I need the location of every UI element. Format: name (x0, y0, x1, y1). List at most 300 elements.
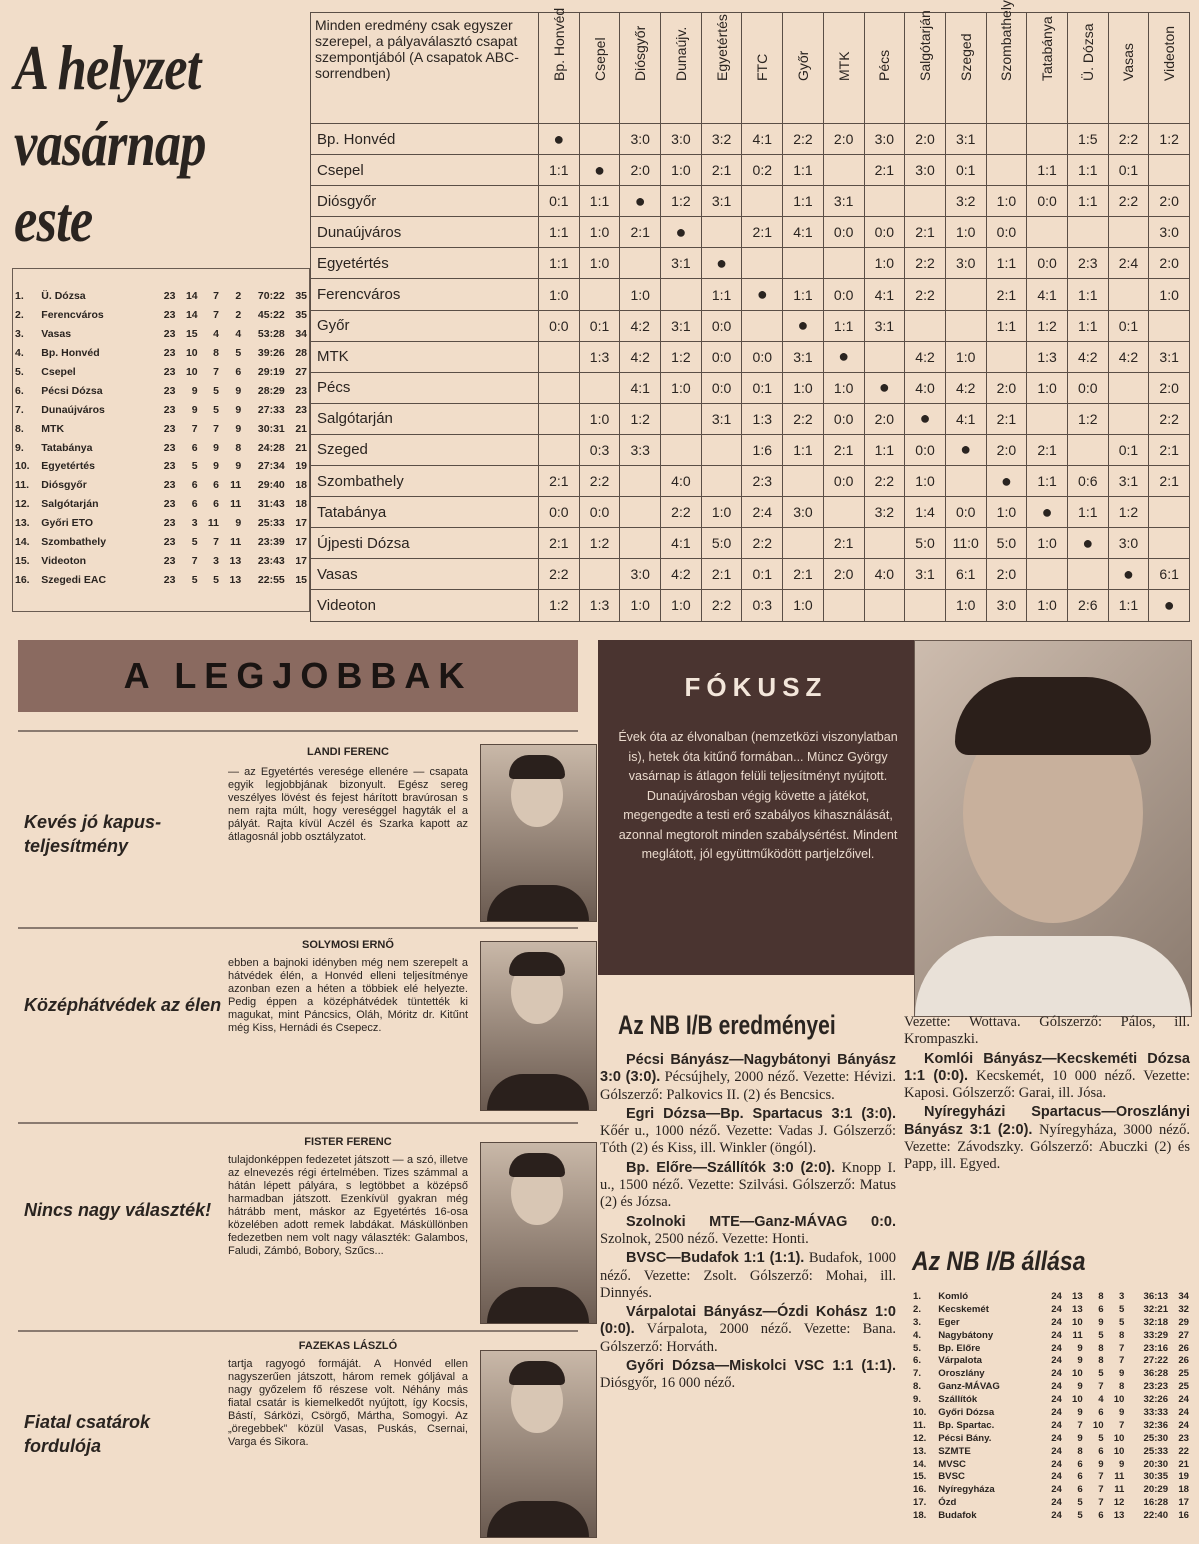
crosstable-cell (579, 559, 620, 590)
crosstable-cell (1108, 279, 1149, 310)
player-section-label: Középhátvédek az élen (24, 995, 222, 1015)
crosstable-row (311, 372, 1190, 403)
crosstable-cell: 1:1 (1067, 279, 1108, 310)
crosstable-column-label: Vasas (1120, 43, 1137, 81)
nbib-standings-cell: 34 (1178, 1290, 1189, 1302)
crosstable-column-header (1108, 13, 1149, 124)
crosstable-column-label: Győr (794, 50, 811, 81)
nbib-standings-cell: 14. (913, 1458, 927, 1470)
legjobbak-title: A LEGJOBBAK (123, 655, 473, 696)
crosstable-column-label: MTK (835, 51, 852, 81)
crosstable-row-team: Szombathely (311, 466, 539, 497)
crosstable-cell: 2:1 (701, 559, 742, 590)
nbib-result-details: Szolnok, 2500 néző. Vezette: Honti. (600, 1230, 809, 1247)
nbib-standings-row (912, 1419, 1190, 1432)
crosstable-cell: 2:1 (1149, 434, 1190, 465)
standings-cell: 4 (235, 328, 242, 341)
crosstable-cell: 2:4 (742, 497, 783, 528)
nbib-standings-cell: 10 (1113, 1445, 1125, 1457)
crosstable-cell: 2:1 (864, 155, 905, 186)
crosstable-column-header (986, 0, 1027, 124)
crosstable-column-header (620, 13, 661, 124)
crosstable-cell: 1:1 (1067, 310, 1108, 341)
nbib-standings-cell: 36:28 (1143, 1368, 1169, 1380)
crosstable-cell (701, 466, 742, 497)
standings-cell: 1. (15, 290, 24, 303)
standings-cell: 3. (15, 328, 24, 341)
crosstable-cell: ● (620, 186, 661, 217)
nbib-result-details: Kecskemét, 10 000 néző. Vezette: Kaposi. Gólszerző: Garai, ill. Jósa. (904, 1067, 1191, 1102)
nbib-result (600, 1358, 896, 1393)
crosstable-cell: 2:1 (986, 279, 1027, 310)
crosstable-cell: 1:5 (1067, 124, 1108, 155)
crosstable-cell: 2:1 (539, 466, 580, 497)
crosstable-cell: 1:1 (1027, 466, 1068, 497)
crosstable-cell: 2:1 (1027, 434, 1068, 465)
nbib-standings-cell: 24 (1051, 1303, 1062, 1315)
nbib-standings-cell: 27:22 (1143, 1355, 1169, 1367)
standings-row (13, 363, 309, 382)
crosstable-column-label: Csepel (591, 37, 608, 81)
crosstable-cell: 3:2 (864, 497, 905, 528)
crosstable-cell: 4:1 (864, 279, 905, 310)
crosstable-column-label: Szombathely (998, 0, 1015, 81)
crosstable-cell: 2:2 (1108, 124, 1149, 155)
crosstable-cell: 1:0 (661, 372, 702, 403)
nbib-result-match: Bp. Előre—Szállítók 3:0 (2:0). (626, 1159, 836, 1176)
nbib-results (600, 1052, 896, 1395)
crosstable-column-header (661, 13, 702, 124)
standings-cell: 6 (191, 479, 198, 492)
standings-cell: 15 (185, 328, 198, 341)
crosstable-row-team: Bp. Honvéd (311, 124, 539, 155)
crosstable-cell: 3:1 (783, 341, 824, 372)
crosstable-cell: 2:2 (701, 590, 742, 621)
crosstable-cell: 1:0 (864, 248, 905, 279)
crosstable-column-header (1149, 13, 1190, 124)
nbib-standings-cell: SZMTE (938, 1445, 971, 1457)
crosstable-cell (945, 279, 986, 310)
nbib-standings-row (912, 1354, 1190, 1367)
player-card (18, 927, 578, 1122)
nbib-standings-cell: 15. (913, 1471, 927, 1483)
crosstable-cell: 4:1 (620, 372, 661, 403)
crosstable-cell: 1:2 (1149, 124, 1190, 155)
crosstable-cell: 1:1 (986, 310, 1027, 341)
standings-row (13, 533, 309, 552)
crosstable-cell: 2:6 (1067, 590, 1108, 621)
crosstable-cell: 2:0 (864, 403, 905, 434)
nbib-standings-cell: 9 (1119, 1406, 1125, 1418)
player-card (18, 1122, 578, 1329)
crosstable-cell: 1:2 (661, 341, 702, 372)
nbib-standings-cell: 32:18 (1143, 1316, 1169, 1328)
crosstable-cell: 0:0 (823, 217, 864, 248)
nbib-standings-cell: 7 (1119, 1419, 1125, 1431)
nbib-standings-cell: 33:29 (1143, 1329, 1169, 1341)
crosstable-cell: 1:1 (1067, 186, 1108, 217)
standings-cell: 7 (213, 309, 219, 322)
nbib-standings-cell: 24 (1051, 1394, 1062, 1406)
crosstable-cell: 3:2 (945, 186, 986, 217)
nbib-standings-cell: 25 (1178, 1368, 1189, 1380)
standings-row (13, 381, 309, 400)
nbib-standings-cell: 8 (1119, 1329, 1125, 1341)
standings-cell: 70:22 (257, 290, 285, 303)
standings-cell: Szegedi EAC (41, 573, 107, 586)
nbib-standings-cell: 17. (913, 1497, 927, 1509)
crosstable-row-team: Salgótarján (311, 403, 539, 434)
nbib-standings-cell: 10. (913, 1406, 927, 1418)
crosstable-cell: ● (1067, 528, 1108, 559)
nbib-standings-cell: 13. (913, 1445, 927, 1457)
crosstable-cell: 3:0 (783, 497, 824, 528)
standings-row (13, 438, 309, 457)
crosstable-cell: 2:0 (823, 559, 864, 590)
crosstable-cell: 3:1 (1149, 341, 1190, 372)
crosstable-cell (701, 434, 742, 465)
standings-cell: 7. (15, 403, 24, 416)
standings-cell: 23 (163, 347, 176, 360)
nbib-standings-cell: Nagybátony (938, 1329, 994, 1341)
crosstable-cell: 1:0 (539, 279, 580, 310)
nbib-standings-cell: BVSC (938, 1471, 965, 1483)
crosstable-cell (539, 403, 580, 434)
standings-cell: 23 (163, 384, 176, 397)
crosstable-cell (579, 124, 620, 155)
standings-cell: Győri ETO (41, 517, 94, 530)
nbib-result-continuation: Vezette: Wottava. Gólszerző: Pálos, ill. Krompaszki. (904, 1014, 1190, 1048)
standings-cell: 10 (185, 347, 198, 360)
nbib-standings-cell: 5 (1098, 1432, 1104, 1444)
player-text: tartja ragyogó formáját. A Honvéd ellen nagyszerűen játszott, három remek góljával a nagy győzelem fő részese volt. Néhány más fiatal csatár is kiemelkedőt nyújtott, így Kocsis, Bástí, Sárközi, Csörgő, Mártha, Somogyi. Az „öregebbek” közül Vasas, Puskás, Csernai, Varga és Sikora. (228, 1358, 468, 1448)
standings-row (13, 476, 309, 495)
crosstable-cell (783, 466, 824, 497)
crosstable-cell: 2:2 (905, 279, 946, 310)
crosstable-cell: 1:1 (539, 155, 580, 186)
standings-cell: Videoton (41, 554, 87, 567)
standings-cell: Vasas (41, 328, 72, 341)
standings-cell: 9. (15, 441, 24, 454)
standings-cell: 35 (295, 309, 307, 322)
crosstable-cell: 0:1 (1108, 310, 1149, 341)
crosstable-cell: 4:0 (661, 466, 702, 497)
crosstable-cell: 0:6 (1067, 466, 1108, 497)
nbib-standings-cell: 11. (913, 1419, 926, 1431)
crosstable-cell: 6:1 (1149, 559, 1190, 590)
standings-cell: 23 (163, 441, 176, 454)
standings-cell: 23:39 (257, 536, 285, 549)
nbib-standings-cell: 18 (1178, 1484, 1189, 1496)
crosstable-cell: 4:1 (783, 217, 824, 248)
crosstable-cell (539, 372, 580, 403)
standings-cell: 28:29 (257, 384, 285, 397)
crosstable-row (311, 434, 1190, 465)
nbib-standings-cell: 32:26 (1143, 1394, 1169, 1406)
crosstable-cell (539, 341, 580, 372)
crosstable-cell (620, 248, 661, 279)
crosstable-cell (945, 466, 986, 497)
nbib-standings-cell: 22:40 (1143, 1510, 1169, 1522)
headline-line: este (14, 184, 93, 255)
nbib-standings-row (912, 1329, 1190, 1342)
nbib-standings-row (912, 1367, 1190, 1380)
crosstable-row-team: Vasas (311, 559, 539, 590)
standings-cell: 9 (235, 384, 242, 397)
standings-row (13, 457, 309, 476)
nbib-standings-cell: 24 (1051, 1381, 1062, 1393)
standings-cell: 11. (15, 479, 30, 492)
crosstable-cell: ● (905, 403, 946, 434)
crosstable-cell (661, 434, 702, 465)
crosstable-cell: ● (579, 155, 620, 186)
standings-cell: 18 (295, 479, 307, 492)
crosstable-cell: 1:0 (986, 497, 1027, 528)
crosstable-cell: 0:1 (579, 310, 620, 341)
nbib-standings-cell: 8 (1098, 1355, 1104, 1367)
standings-cell: 6. (15, 384, 24, 397)
crosstable-intro: Minden eredmény csak egyszer szerepel, a pályaválasztó csapat szempontjából (A csapatok ABC-sorrendben) (311, 13, 539, 124)
fokusz-title: FÓKUSZ (684, 672, 828, 702)
nbib-standings-cell: 9. (913, 1394, 922, 1406)
standings-cell: Egyetértés (41, 460, 95, 473)
nbib-standings-cell: 24 (1051, 1368, 1062, 1380)
nbib-result-match: Nyíregyházi Spartacus—Oroszlányi Bányász 3:1 (2:0). (904, 1104, 1190, 1138)
crosstable-cell: ● (945, 434, 986, 465)
crosstable-cell: 1:0 (661, 155, 702, 186)
nbib-standings-cell: 9 (1077, 1355, 1083, 1367)
nbib-result-details: Kőér u., 1000 néző. Vezette: Vadas J. Gólszerző: Tóth (2) és Kiss, ill. Winkler (öngól). (600, 1123, 896, 1157)
player-photo (480, 941, 597, 1111)
crosstable-cell: 1:2 (1108, 497, 1149, 528)
nbib-results-continued (904, 1014, 1190, 1176)
crosstable-cell: 5:0 (905, 528, 946, 559)
nbib-standings-row (912, 1393, 1190, 1406)
crosstable-cell: 3:0 (620, 559, 661, 590)
crosstable-cell: 1:0 (945, 341, 986, 372)
standings-cell: 6 (235, 366, 242, 378)
crosstable-column-label: Bp. Honvéd (550, 7, 567, 81)
nbib-standings-cell: 24 (1051, 1316, 1062, 1328)
nbib-standings-cell: 9 (1098, 1458, 1104, 1470)
crosstable-row-team: Videoton (311, 590, 539, 621)
nbib-standings-row (912, 1303, 1190, 1316)
standings-cell: 17 (295, 554, 307, 567)
player-name: FISTER FERENC (304, 1136, 392, 1148)
crosstable-row (311, 155, 1190, 186)
standings-cell: 9 (235, 460, 242, 473)
nbib-standings-cell: 24 (1051, 1484, 1062, 1496)
nbib-result (904, 1051, 1190, 1103)
standings-cell: 4 (213, 328, 219, 341)
nbib-standings-row (912, 1496, 1190, 1509)
crosstable-row (311, 466, 1190, 497)
standings-cell: 4. (15, 347, 24, 360)
crosstable-cell: 2:4 (1108, 248, 1149, 279)
crosstable-column-header (905, 10, 946, 124)
standings-cell: 6 (191, 498, 198, 511)
crosstable-cell (783, 528, 824, 559)
standings-cell: 23 (163, 309, 176, 322)
standings-cell: Ferencváros (41, 309, 104, 322)
standings-cell: 35 (295, 290, 307, 303)
crosstable-cell: ● (864, 372, 905, 403)
nbib-standings-cell: 24 (1178, 1394, 1189, 1406)
crosstable-cell: 0:0 (539, 310, 580, 341)
crosstable-cell: 2:1 (539, 528, 580, 559)
standings-cell: 5. (15, 366, 24, 378)
nbib-result (904, 1104, 1190, 1173)
nbib-standings-cell: 6 (1098, 1510, 1104, 1522)
standings-cell: 29:19 (257, 366, 285, 378)
standings-cell: 27 (295, 366, 307, 378)
nbib-result-match: BVSC—Budafok 1:1 (1:1). (626, 1250, 805, 1267)
standings-cell: 2 (235, 290, 242, 303)
standings-cell: 10 (185, 366, 198, 378)
nbib-standings-cell: Pécsi Bány. (938, 1432, 992, 1444)
standings-cell: 9 (191, 403, 198, 416)
standings-cell: 2 (235, 309, 242, 322)
nbib-result-details: Budafok, 1000 néző. Vezette: Zsolt. Gólszerző: Mohai, ill. Dinnyés. (600, 1250, 896, 1301)
nbib-standings-cell: 6 (1077, 1458, 1083, 1470)
crosstable-cell: 2:1 (1149, 466, 1190, 497)
standings-cell: 10. (15, 460, 30, 473)
crosstable-cell: 0:0 (823, 403, 864, 434)
standings-cell: 6 (213, 498, 219, 511)
nbib-standings-cell: 23:16 (1143, 1342, 1169, 1354)
standings-cell: 9 (235, 517, 242, 530)
crosstable-cell: 3:1 (1108, 466, 1149, 497)
nbib-standings-cell: 23 (1178, 1432, 1189, 1444)
standings-cell: 14. (15, 536, 30, 549)
standings-cell: Tatabánya (41, 441, 93, 454)
standings-cell: 24:28 (257, 441, 285, 454)
nbib-standings-cell: 19 (1178, 1471, 1189, 1483)
crosstable-cell: 1:6 (742, 434, 783, 465)
standings-cell: 15 (295, 573, 307, 586)
fokusz-text: Évek óta az élvonalban (nemzetközi viszonylatban is), hetek óta kitűnő formában... Müncz György vasárnap is átlagon felüli teljesítményt nyújtott. Dunaújvárosban végig követte a játékot, megengedte a testi erő szabályos kihasználását, azonnal megtorolt minden szabálysértést. Mindent meglátott, jól együttműködött partjelzőivel. (618, 730, 898, 861)
crosstable-cell (1067, 559, 1108, 590)
standings-cell: 23 (163, 328, 176, 341)
standings-cell: 11 (230, 498, 242, 511)
standings-cell: 7 (191, 422, 198, 435)
standings-cell: 27:33 (257, 403, 285, 416)
standings-cell: 11 (207, 517, 219, 530)
crosstable-cell: 0:2 (742, 155, 783, 186)
crosstable-cell: 1:0 (661, 590, 702, 621)
standings-cell: 53:28 (257, 328, 285, 341)
standings-cell: 21 (295, 422, 307, 435)
standings-cell: 13. (15, 517, 30, 530)
headline (14, 30, 252, 258)
player-section-label: Kevés jó kapus-teljesítmény (24, 812, 162, 856)
crosstable-cell: 3:1 (864, 310, 905, 341)
crosstable-cell (864, 186, 905, 217)
standings-cell: 23 (163, 422, 176, 435)
crosstable-cell (1108, 217, 1149, 248)
crosstable-cell: 1:1 (986, 248, 1027, 279)
crosstable-cell: ● (701, 248, 742, 279)
crosstable-row (311, 559, 1190, 590)
nbib-result-match: Szolnoki MTE—Ganz-MÁVAG 0:0. (626, 1213, 896, 1230)
crosstable-cell: 2:1 (620, 217, 661, 248)
crosstable-cell: 3:0 (905, 155, 946, 186)
crosstable-cell: 0:0 (1027, 248, 1068, 279)
crosstable-cell: 1:3 (1027, 341, 1068, 372)
nbib-standings-cell: 5 (1098, 1368, 1104, 1380)
crosstable-column-header (1067, 13, 1108, 124)
crosstable-cell (823, 248, 864, 279)
standings-cell: 6 (213, 479, 219, 492)
standings-cell: 2. (15, 309, 24, 322)
standings-cell: 8 (235, 441, 242, 454)
standings-cell: 31:43 (257, 498, 285, 511)
nbib-result-details: Diósgyőr, 16 000 néző. (600, 1375, 736, 1392)
crosstable-cell: 2:2 (1149, 403, 1190, 434)
nbib-standings-cell: Ózd (938, 1497, 957, 1509)
crosstable-cell: 4:2 (620, 341, 661, 372)
nbib-standings-cell: 5. (913, 1342, 922, 1354)
standings-row (13, 495, 309, 514)
crosstable-cell: 0:1 (539, 186, 580, 217)
nbib-standings-cell: 16:28 (1143, 1497, 1169, 1509)
crosstable-cell: 2:3 (742, 466, 783, 497)
standings-cell: 23 (163, 403, 176, 416)
nbib-standings-row (912, 1380, 1190, 1393)
crosstable-cell: 3:1 (701, 403, 742, 434)
player-name: LANDI FERENC (307, 746, 389, 758)
crosstable-cell: 3:1 (823, 186, 864, 217)
nbib-result-match: Győri Dózsa—Miskolci VSC 1:1 (1:1). (626, 1358, 896, 1375)
crosstable-cell (620, 497, 661, 528)
crosstable-cell: 0:0 (579, 497, 620, 528)
standings-row (13, 400, 309, 419)
nbib-standings-cell: 24 (1051, 1342, 1062, 1354)
nbib-standings-cell: 24 (1051, 1406, 1062, 1418)
crosstable-cell: 0:1 (945, 155, 986, 186)
nbib-standings-cell: 24 (1178, 1419, 1189, 1431)
crosstable-cell (864, 590, 905, 621)
nbib-standings-cell: 24 (1051, 1432, 1062, 1444)
standings-cell: 11 (230, 479, 242, 492)
player-photo (480, 1142, 597, 1324)
nbib-result (600, 1214, 896, 1249)
standings-cell: Pécsi Dózsa (41, 384, 103, 397)
standings-cell: 5 (213, 573, 219, 586)
crosstable-cell: 0:1 (742, 559, 783, 590)
crosstable-column-label: Pécs (876, 49, 893, 81)
standings-cell: 23 (163, 290, 176, 303)
crosstable-cell: 1:2 (579, 528, 620, 559)
nbib-result-details: Pécsújhely, 2000 néző. Vezette: Hévizi. Gólszerző: Palkovics II. (2) és Bencsics. (600, 1069, 896, 1103)
nbib-standings-cell: 4 (1098, 1394, 1104, 1406)
crosstable-cell: ● (1149, 590, 1190, 621)
nbib-standings-cell: 24 (1051, 1471, 1062, 1483)
nbib-standings-cell: 7 (1098, 1497, 1104, 1509)
crosstable-cell: 1:0 (579, 403, 620, 434)
standings-cell: 17 (295, 517, 307, 530)
nbib-standings-cell: 12. (913, 1432, 927, 1444)
crosstable-cell: 2:1 (986, 403, 1027, 434)
nbib-standings-cell: 5 (1077, 1510, 1083, 1522)
nbib-standings-cell: 33:33 (1143, 1406, 1169, 1418)
crosstable-cell (701, 217, 742, 248)
crosstable-column-header (579, 13, 620, 124)
crosstable-cell: 1:0 (1149, 279, 1190, 310)
standings-row (13, 551, 309, 570)
crosstable-cell: 4:2 (661, 559, 702, 590)
crosstable-cell: ● (1108, 559, 1149, 590)
